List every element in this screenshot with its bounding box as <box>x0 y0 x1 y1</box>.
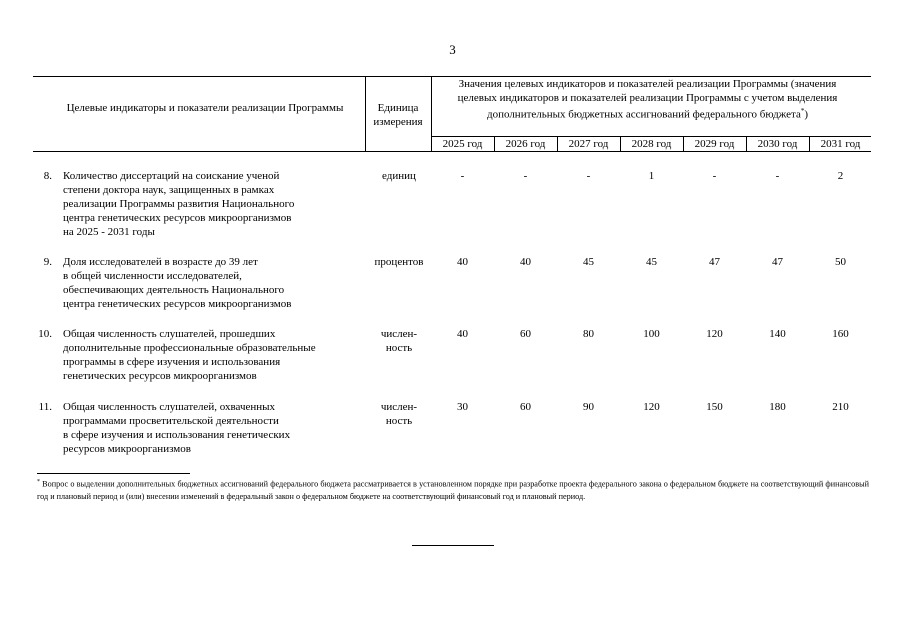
indicator-value: 100 <box>643 328 660 340</box>
year-header: 2025 год <box>442 138 483 150</box>
indicator-value: - <box>586 170 591 182</box>
indicator-value: 80 <box>583 328 594 340</box>
year-header: 2026 год <box>505 138 546 150</box>
year-header: 2027 год <box>568 138 609 150</box>
indicator-value: 47 <box>709 256 720 268</box>
values-header-footnote-marker: * <box>800 107 805 115</box>
indicator-value: 45 <box>583 256 594 268</box>
end-of-page-rule <box>412 545 494 546</box>
indicator-value: 30 <box>457 401 468 413</box>
year-divider <box>494 136 495 152</box>
footnote-marker: * <box>37 479 40 485</box>
row-number: 8. <box>43 170 52 182</box>
header-divider-left <box>365 76 366 152</box>
indicator-value: 140 <box>769 328 786 340</box>
indicator-value: - <box>712 170 717 182</box>
indicator-column-header: Целевые индикаторы и показатели реализации Программы <box>66 102 344 114</box>
indicator-value: 120 <box>643 401 660 413</box>
indicator-value: 40 <box>520 256 531 268</box>
footnote-separator <box>37 473 190 474</box>
year-divider <box>809 136 810 152</box>
indicator-value: 160 <box>832 328 849 340</box>
indicator-value: 47 <box>772 256 783 268</box>
indicator-value: 40 <box>457 256 468 268</box>
indicator-name: Общая численность слушателей, охваченных программами просветительской деятельности в сфере изучения и использования генетических ресурсов микроорганизмов <box>63 401 291 455</box>
values-column-header <box>445 78 850 122</box>
indicator-unit: процентов <box>374 256 424 268</box>
indicator-value: - <box>775 170 780 182</box>
row-number: 9. <box>43 256 52 268</box>
indicator-unit: единиц <box>382 170 416 182</box>
year-header: 2030 год <box>757 138 798 150</box>
table-top-rule <box>33 76 871 77</box>
year-divider <box>746 136 747 152</box>
row-number: 10. <box>38 328 52 340</box>
indicator-value: - <box>523 170 528 182</box>
page-number: 3 <box>449 42 456 57</box>
indicator-name: Общая численность слушателей, прошедших дополнительные профессиональные образовательные программы в сфере изучения и использования генетических ресурсов микроорганизмов <box>63 328 316 382</box>
indicator-name: Доля исследователей в возрасте до 39 лет в общей численности исследователей, обеспечивающих деятельность Национального центра генетических ресурсов микроорганизмов <box>63 256 292 310</box>
indicator-value: 120 <box>706 328 723 340</box>
year-header: 2031 год <box>820 138 861 150</box>
indicator-value: 2 <box>837 170 844 182</box>
indicator-value: 60 <box>520 401 531 413</box>
footnote-text: Вопрос о выделении дополнительных бюджетных ассигнований федерального бюджета рассматривается в установленном порядке при разработке проекта федерального закона о федеральном бюджете на соответствующий финансовый год и плановый период и (или) внесении изменений в федеральный закон о федеральном бюджете на соответствующий финансовый год и плановый период. <box>37 479 869 502</box>
indicator-name: Количество диссертаций на соискание ученой степени доктора наук, защищенных в рамках реализации Программы развития Национального центра генетических ресурсов микроорганизмов на 2025 - 2031 годы <box>63 170 295 238</box>
years-top-rule <box>431 136 871 137</box>
indicator-value: 50 <box>835 256 846 268</box>
year-header: 2029 год <box>694 138 735 150</box>
year-divider <box>683 136 684 152</box>
row-number: 11. <box>38 401 52 413</box>
indicator-value: 180 <box>769 401 786 413</box>
values-header-close: ) <box>804 108 808 121</box>
indicator-value: 1 <box>648 170 655 182</box>
year-divider <box>620 136 621 152</box>
indicator-value: 40 <box>457 328 468 340</box>
indicator-value: 90 <box>583 401 594 413</box>
indicator-unit: числен- ность <box>380 328 418 354</box>
indicator-value: - <box>460 170 465 182</box>
values-header-text: Значения целевых индикаторов и показателей реализации Программы (значения целевых индикаторов и показателей реализации Программы с учетом выделения дополнительных бюджетных ассигнований федерального бюджета <box>457 78 838 121</box>
indicator-unit: числен- ность <box>380 401 418 427</box>
indicator-value: 210 <box>832 401 849 413</box>
indicator-value: 150 <box>706 401 723 413</box>
indicator-value: 60 <box>520 328 531 340</box>
year-divider <box>557 136 558 152</box>
unit-column-header: Единица измерения <box>373 102 423 128</box>
indicator-value: 45 <box>646 256 657 268</box>
footnote <box>37 476 869 504</box>
year-header: 2028 год <box>631 138 672 150</box>
